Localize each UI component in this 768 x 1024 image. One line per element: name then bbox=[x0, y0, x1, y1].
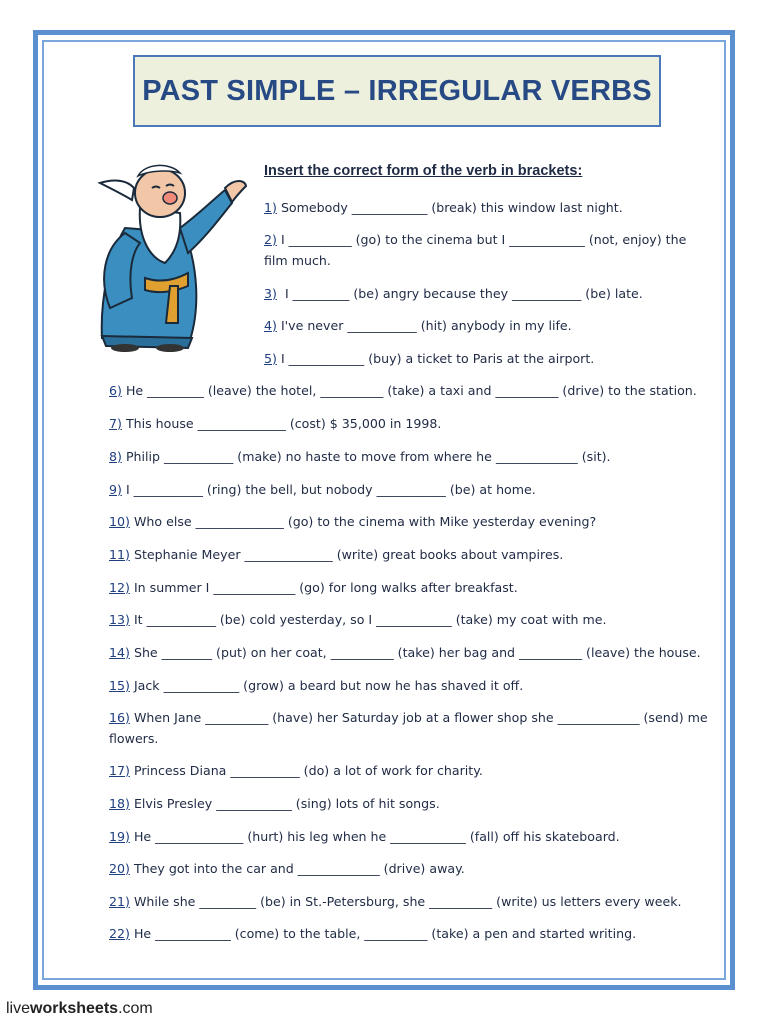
exercise-text: Jack ____________ (grow) a beard but now he has shaved it off. bbox=[133, 678, 524, 693]
exercise-item-7 bbox=[109, 413, 719, 434]
exercise-text: In summer I _____________ (go) for long walks after breakfast. bbox=[133, 580, 518, 595]
exercise-number: 11) bbox=[109, 547, 130, 562]
exercise-text: Who else ______________ (go) to the cinema with Mike yesterday evening? bbox=[133, 514, 597, 529]
page-title: PAST SIMPLE – IRREGULAR VERBS bbox=[142, 74, 652, 107]
exercise-text: He _________ (leave) the hotel, __________ (take) a taxi and __________ (drive) to the station. bbox=[125, 383, 697, 398]
footer-brand-name: worksheets bbox=[30, 1000, 119, 1017]
exercise-text: I __________ (go) to the cinema but I ____________ (not, enjoy) the film much. bbox=[264, 232, 687, 268]
exercise-item-16 bbox=[109, 707, 709, 749]
exercise-number: 22) bbox=[109, 926, 130, 941]
exercise-text: She ________ (put) on her coat, __________ (take) her bag and __________ (leave) the house. bbox=[133, 645, 701, 660]
exercise-text: While she _________ (be) in St.-Petersburg, she __________ (write) us letters every week. bbox=[133, 894, 682, 909]
footer-suffix: .com bbox=[118, 1000, 153, 1017]
exercise-number: 13) bbox=[109, 612, 130, 627]
footer-brand bbox=[6, 1000, 153, 1018]
exercise-number: 10) bbox=[109, 514, 130, 529]
exercise-item-5 bbox=[264, 348, 704, 369]
exercise-number: 1) bbox=[264, 200, 277, 215]
exercise-item-1 bbox=[264, 197, 704, 218]
exercise-number: 12) bbox=[109, 580, 130, 595]
exercise-text: Philip ___________ (make) no haste to move from where he _____________ (sit). bbox=[125, 449, 611, 464]
exercise-number: 2) bbox=[264, 232, 277, 247]
exercise-text: I ____________ (buy) a ticket to Paris at the airport. bbox=[280, 351, 595, 366]
wise-man-illustration bbox=[70, 158, 250, 353]
exercise-number: 14) bbox=[109, 645, 130, 660]
exercise-item-19 bbox=[109, 826, 719, 847]
instruction-heading: Insert the correct form of the verb in brackets: bbox=[264, 163, 583, 179]
exercise-item-17 bbox=[109, 760, 719, 781]
exercise-number: 15) bbox=[109, 678, 130, 693]
exercise-number: 18) bbox=[109, 796, 130, 811]
exercise-item-14 bbox=[109, 642, 719, 663]
exercise-item-6 bbox=[109, 380, 719, 401]
exercise-number: 4) bbox=[264, 318, 277, 333]
exercise-text: I ___________ (ring) the bell, but nobody ___________ (be) at home. bbox=[125, 482, 536, 497]
exercise-item-8 bbox=[109, 446, 719, 467]
exercise-item-22 bbox=[109, 923, 719, 944]
exercise-text: When Jane __________ (have) her Saturday job at a flower shop she _____________ (send) me flowers. bbox=[109, 710, 708, 746]
exercise-item-9 bbox=[109, 479, 719, 500]
exercise-text: Elvis Presley ____________ (sing) lots of hit songs. bbox=[133, 796, 440, 811]
exercise-text: He ______________ (hurt) his leg when he ____________ (fall) off his skateboard. bbox=[133, 829, 620, 844]
exercise-number: 8) bbox=[109, 449, 122, 464]
exercise-number: 21) bbox=[109, 894, 130, 909]
exercise-item-2 bbox=[264, 229, 704, 271]
exercise-number: 17) bbox=[109, 763, 130, 778]
exercise-number: 7) bbox=[109, 416, 122, 431]
exercise-item-20 bbox=[109, 858, 719, 879]
exercise-item-11 bbox=[109, 544, 719, 565]
footer-prefix: live bbox=[6, 1000, 31, 1017]
exercise-text: He ____________ (come) to the table, __________ (take) a pen and started writing. bbox=[133, 926, 637, 941]
exercise-item-4 bbox=[264, 315, 704, 336]
exercise-number: 20) bbox=[109, 861, 130, 876]
exercise-text: They got into the car and _____________ (drive) away. bbox=[133, 861, 465, 876]
exercise-text: Somebody ____________ (break) this window last night. bbox=[280, 200, 623, 215]
exercise-item-3 bbox=[264, 283, 704, 304]
exercise-item-18 bbox=[109, 793, 719, 814]
exercise-text: I _________ (be) angry because they ___________ (be) late. bbox=[280, 286, 643, 301]
exercise-text: It ___________ (be) cold yesterday, so I ____________ (take) my coat with me. bbox=[133, 612, 607, 627]
exercise-number: 19) bbox=[109, 829, 130, 844]
exercise-text: Princess Diana ___________ (do) a lot of work for charity. bbox=[133, 763, 483, 778]
exercise-item-15 bbox=[109, 675, 719, 696]
exercise-text: I've never ___________ (hit) anybody in my life. bbox=[280, 318, 572, 333]
exercise-item-21 bbox=[109, 891, 719, 912]
exercise-number: 3) bbox=[264, 286, 277, 301]
exercise-number: 9) bbox=[109, 482, 122, 497]
exercise-item-13 bbox=[109, 609, 719, 630]
exercise-text: Stephanie Meyer ______________ (write) great books about vampires. bbox=[133, 547, 564, 562]
exercise-number: 16) bbox=[109, 710, 130, 725]
exercise-number: 6) bbox=[109, 383, 122, 398]
exercise-item-12 bbox=[109, 577, 719, 598]
exercise-number: 5) bbox=[264, 351, 277, 366]
title-box bbox=[133, 55, 661, 127]
exercise-item-10 bbox=[109, 511, 719, 532]
exercise-text: This house ______________ (cost) $ 35,000 in 1998. bbox=[125, 416, 442, 431]
